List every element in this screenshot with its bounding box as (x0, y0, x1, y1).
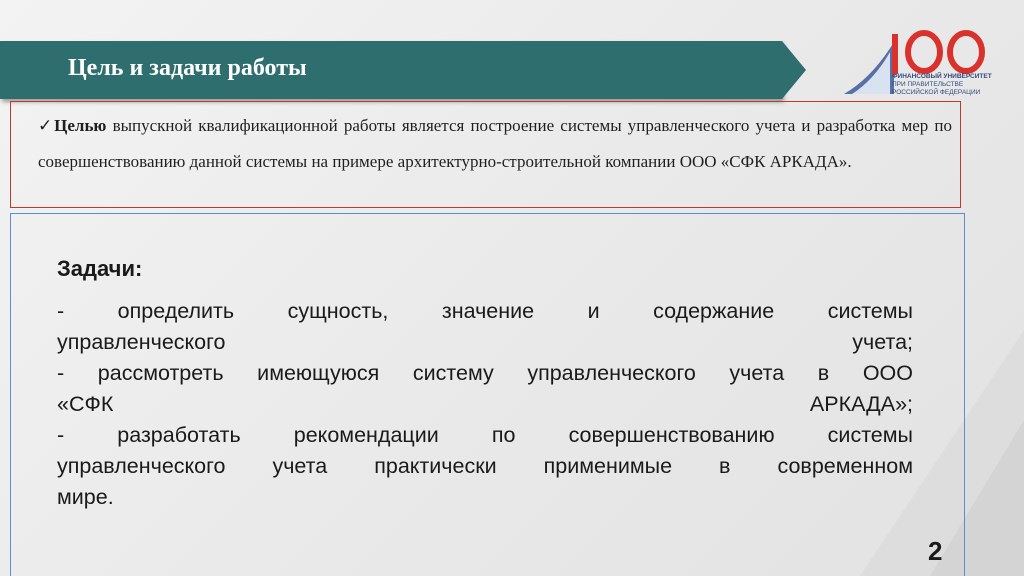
goal-lead: Целью (54, 116, 107, 135)
goal-text: выпускной квалификационной работы является построение системы управленческого учета и разработка мер по совершенствованию данной системы на примере архитектурно-строительной компании ООО «СФК АРКАДА». (38, 116, 952, 171)
task-line: мире. (57, 485, 114, 509)
task-line: - определить сущность, значение и содержание системы (57, 299, 913, 323)
task-line: - разработать рекомендации по совершенствованию системы (57, 423, 913, 447)
goal-paragraph (38, 108, 952, 180)
checkmark-icon: ✓ (38, 116, 55, 135)
title-bar-arrow (782, 41, 806, 99)
task-line: управленческого учета практически применимые в современном (57, 454, 913, 478)
task-line: «СФК АРКАДА»; (57, 392, 913, 416)
logo-line-3: РОССИЙСКОЙ ФЕДЕРАЦИИ (892, 89, 981, 96)
task-line: - рассмотреть имеющуюся систему управленческого учета в ООО (57, 361, 913, 385)
page-number: 2 (928, 536, 943, 566)
logo-line-1: ФИНАНСОВЫЙ УНИВЕРСИТЕТ (892, 73, 992, 80)
logo-line-2: ПРИ ПРАВИТЕЛЬСТВЕ (892, 81, 964, 88)
slide-title: Цель и задачи работы (68, 55, 307, 81)
task-line: управленческого учета; (57, 330, 913, 354)
tasks-heading: Задачи: (57, 256, 143, 281)
